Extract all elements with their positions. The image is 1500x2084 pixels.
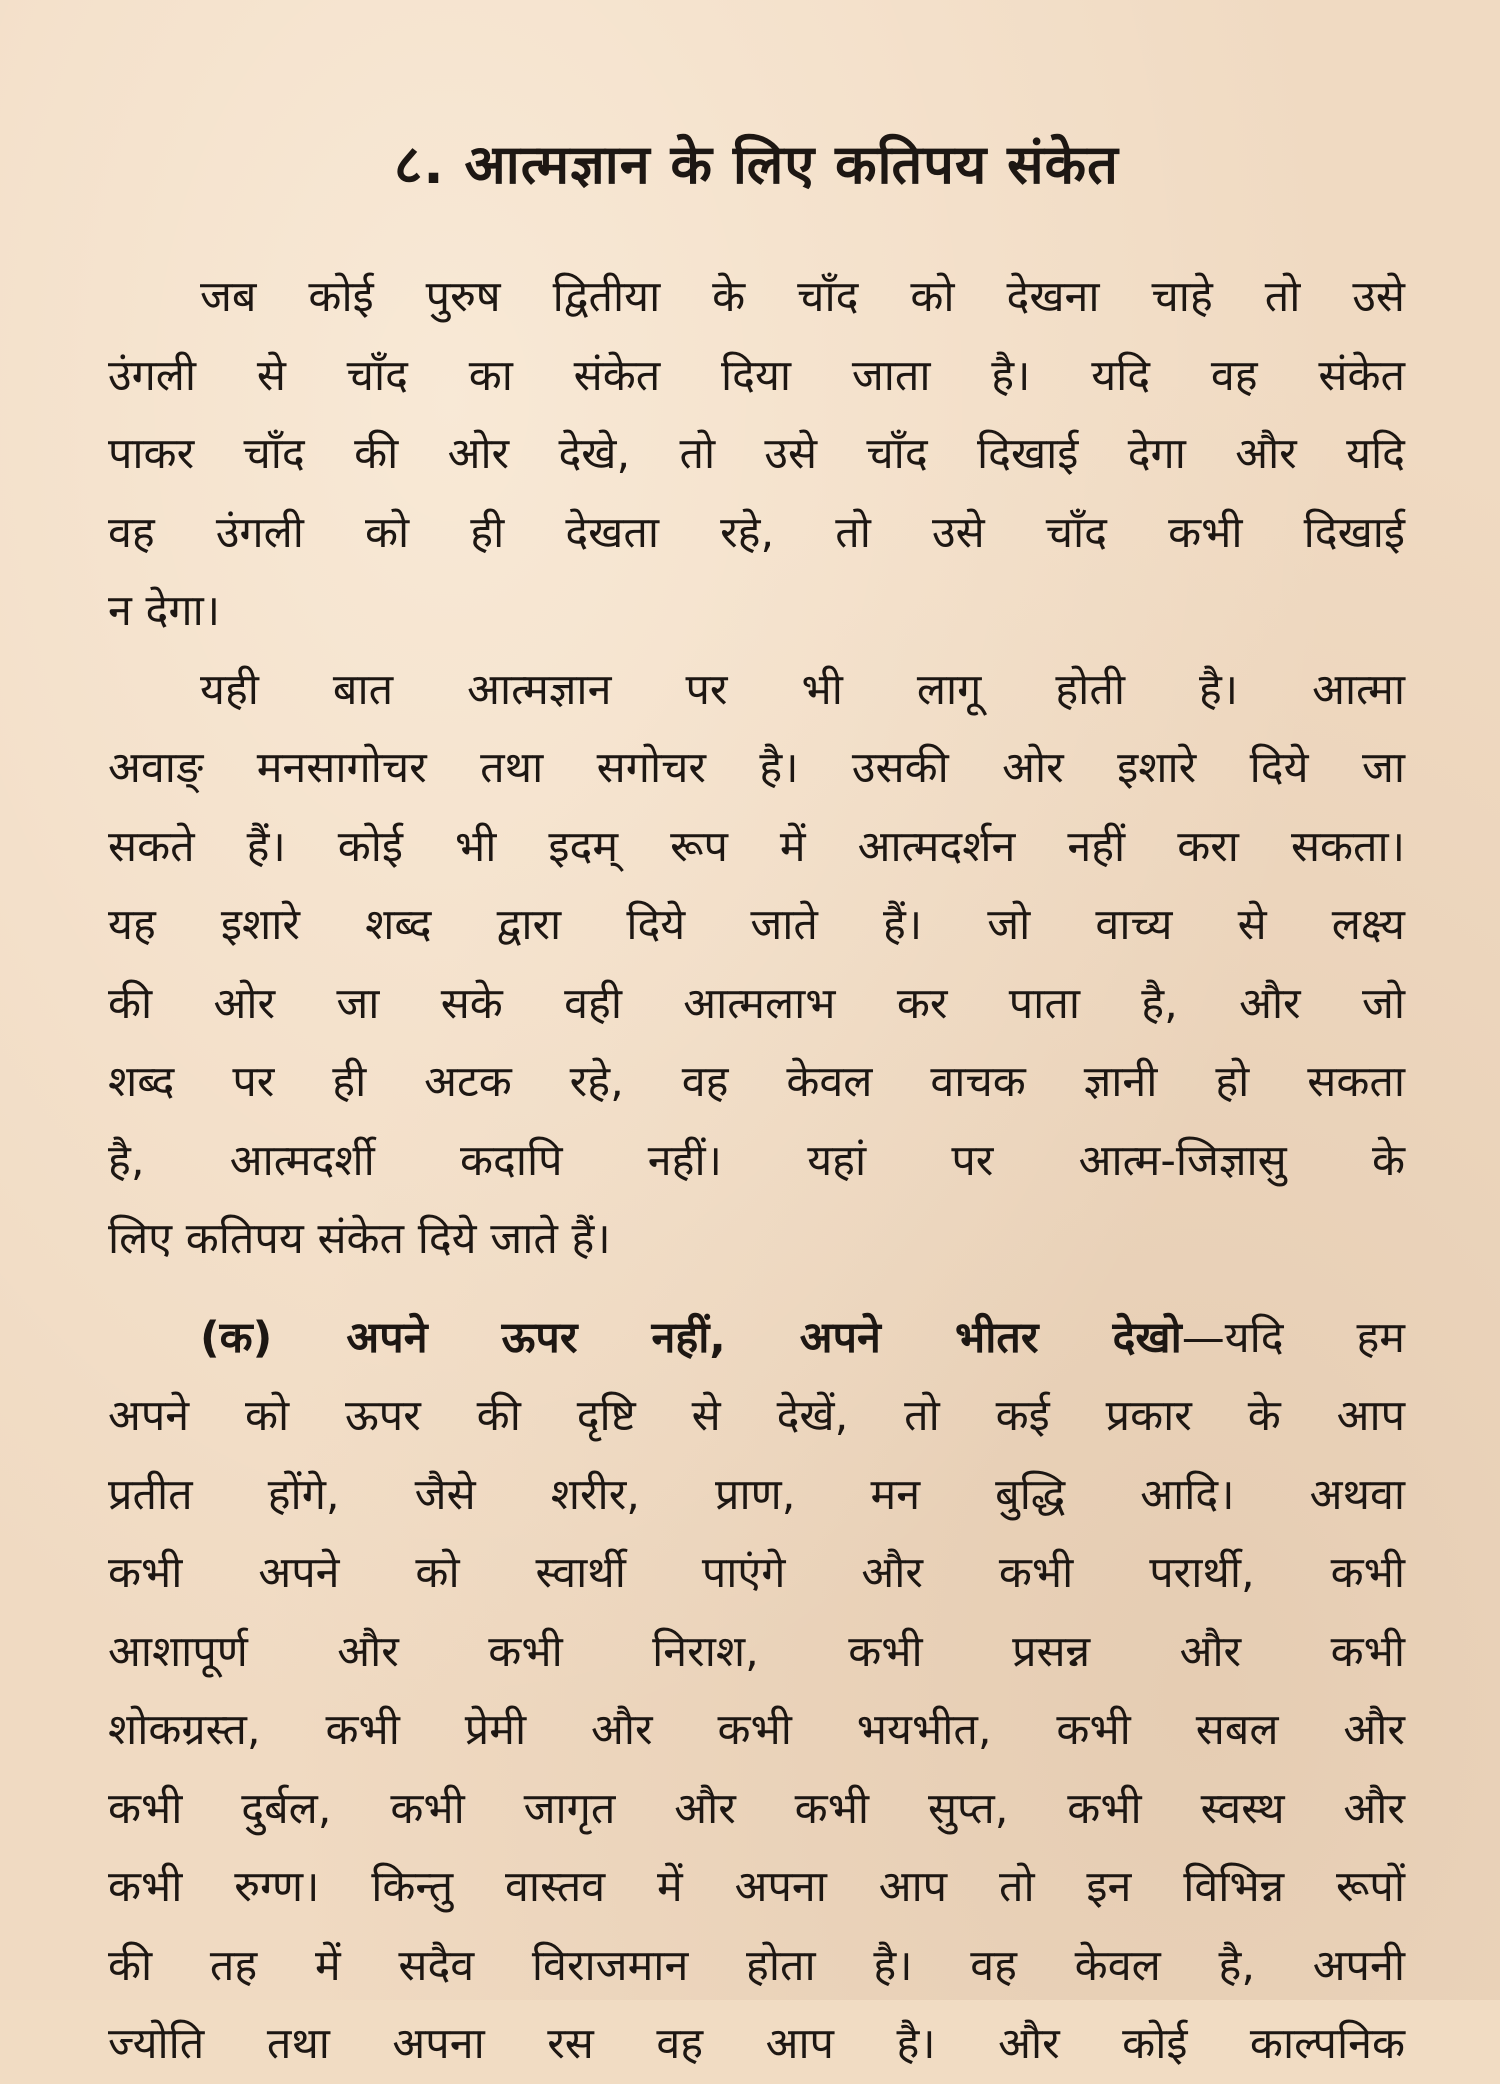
paragraph-3: [108, 1299, 1405, 2084]
text-line: यह इशारे शब्द द्वारा दिये जाते हैं। जो वाच्य से लक्ष्य: [108, 900, 1405, 950]
text-line: वह उंगली को ही देखता रहे, तो उसे चाँद कभी दिखाई: [108, 507, 1405, 558]
text-line: की तह में सदैव विराजमान होता है। वह केवल है, अपनी: [108, 1940, 1405, 1991]
text-line: शब्द पर ही अटक रहे, वह केवल वाचक ज्ञानी हो सकता: [108, 1057, 1405, 1107]
paragraph-gap: [108, 1279, 1405, 1299]
text-line-with-heading: [108, 1299, 1405, 1378]
text-line: की ओर जा सके वही आत्मलाभ कर पाता है, और जो: [108, 978, 1405, 1029]
text-line: कभी दुर्बल, कभी जागृत और कभी सुप्त, कभी स्वस्थ और: [108, 1783, 1405, 1834]
page-title: ८. आत्मज्ञान के लिए कतिपय संकेत: [394, 133, 1119, 196]
text-line: पाकर चाँद की ओर देखे, तो उसे चाँद दिखाई देगा और यदि: [108, 429, 1405, 479]
text-line: लिए कतिपय संकेत दिये जाते हैं।: [108, 1214, 611, 1264]
text-line: शोकग्रस्त, कभी प्रेमी और कभी भयभीत, कभी सबल और: [108, 1705, 1405, 1755]
text-line: अवाङ् मनसागोचर तथा सगोचर है। उसकी ओर इशारे दिये जा: [108, 743, 1405, 793]
text-line: कभी रुग्ण। किन्तु वास्तव में अपना आप तो इन विभिन्न रूपों: [108, 1862, 1405, 1912]
text-line: है, आत्मदर्शी कदापि नहीं। यहां पर आत्म-जिज्ञासु के: [108, 1135, 1405, 1186]
text-fragment: —यदि हम: [1181, 1312, 1405, 1363]
text-line: आशापूर्ण और कभी निराश, कभी प्रसन्न और कभी: [108, 1626, 1405, 1677]
text-line: ज्योति तथा अपना रस वह आप है। और कोई काल्पनिक: [108, 2019, 1405, 2069]
paragraph-1: [108, 258, 1405, 651]
text-line: सकते हैं। कोई भी इदम् रूप में आत्मदर्शन नहीं करा सकता।: [108, 821, 1405, 872]
section-heading-ka: (क) अपने ऊपर नहीं, अपने भीतर देखो: [200, 1312, 1182, 1363]
text-line: जब कोई पुरुष द्वितीया के चाँद को देखना चाहे तो उसे: [200, 272, 1405, 322]
text-line: यही बात आत्मज्ञान पर भी लागू होती है। आत्मा: [200, 664, 1405, 715]
text-line: प्रतीत होंगे, जैसे शरीर, प्राण, मन बुद्धि आदि। अथवा: [108, 1469, 1405, 1520]
text-line: कभी अपने को स्वार्थी पाएंगे और कभी परार्थी, कभी: [108, 1548, 1405, 1598]
paragraph-2: [108, 651, 1405, 1279]
text-line: अपने को ऊपर की दृष्टि से देखें, तो कई प्रकार के आप: [108, 1391, 1405, 1441]
text-line: न देगा।: [108, 586, 221, 636]
text-line: उंगली से चाँद का संकेत दिया जाता है। यदि वह संकेत: [108, 350, 1405, 401]
